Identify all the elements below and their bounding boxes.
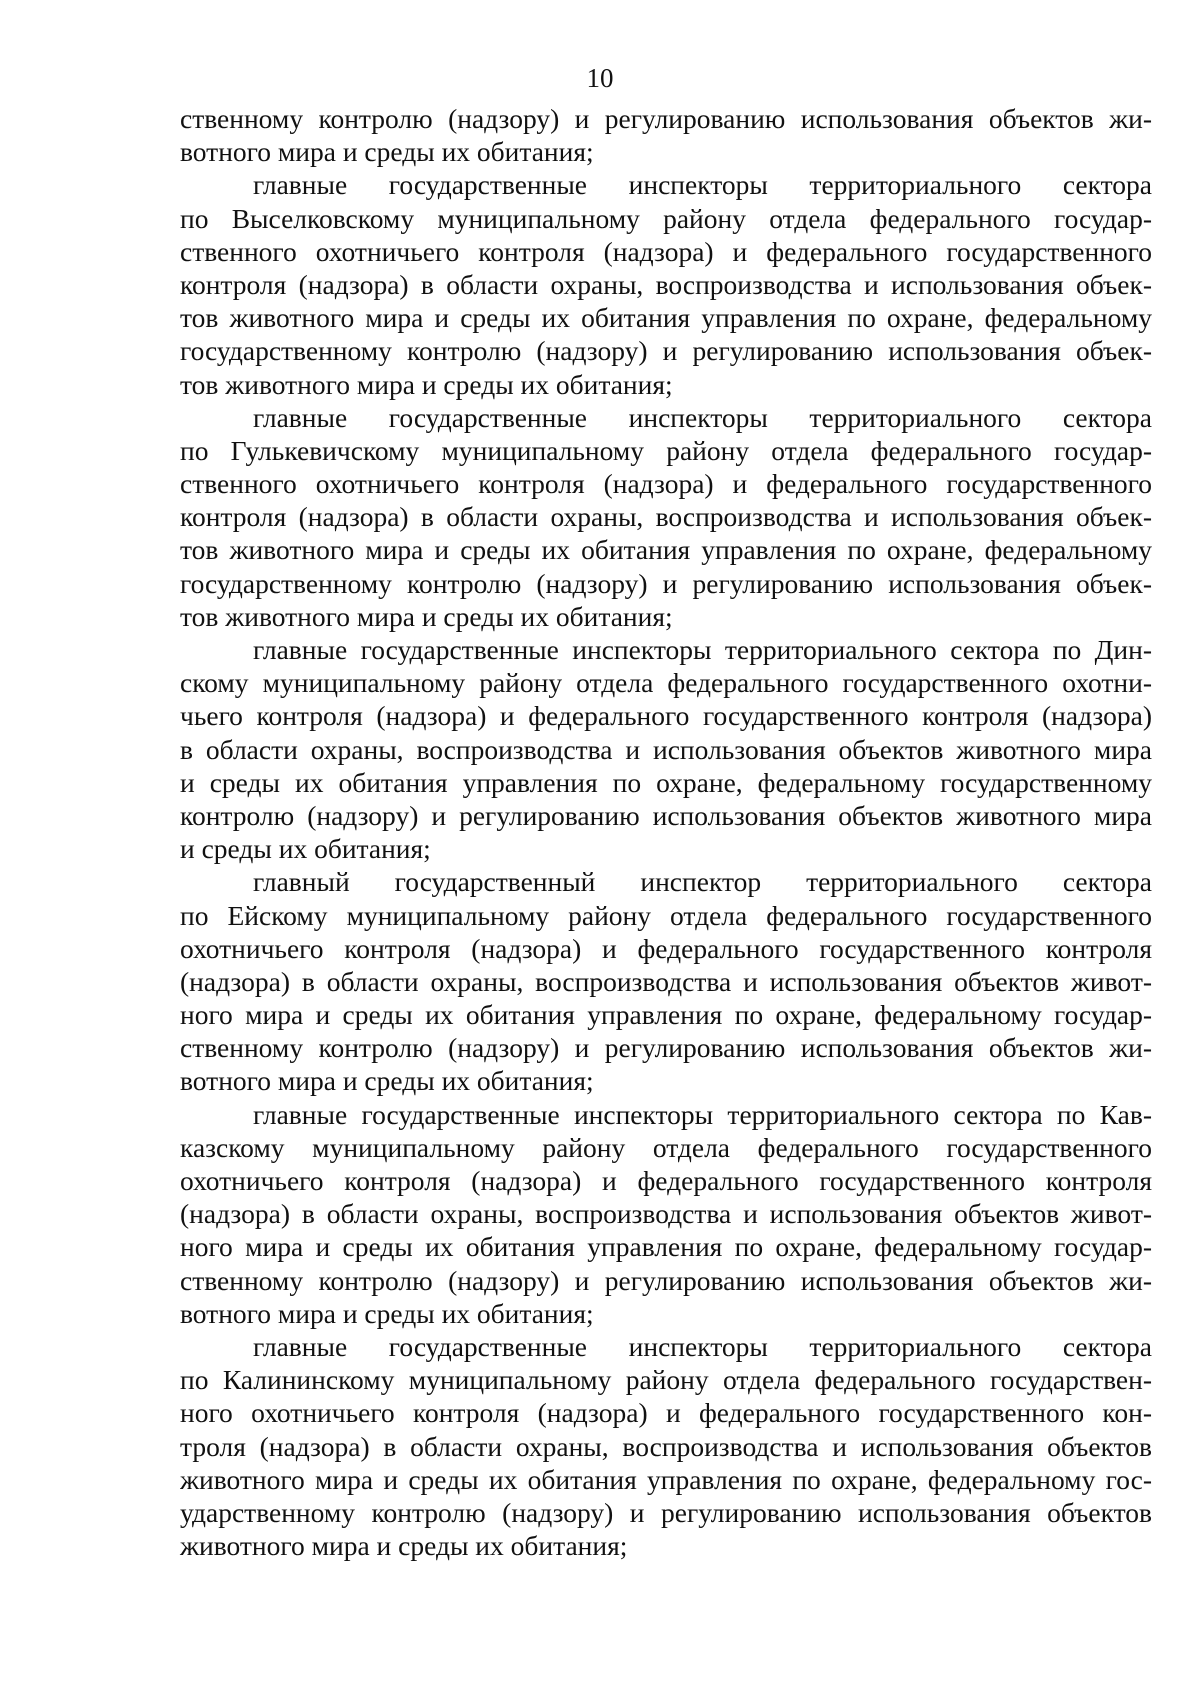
text-line: по Гулькевичскому муниципальному району отдела федерального государ- (180, 434, 1152, 466)
text-line: контролю (надзору) и регулированию использования объектов животного мира (180, 799, 1152, 831)
text-line: (надзора) в области охраны, воспроизводства и использования объектов живот- (180, 965, 1152, 997)
text-line: тов животного мира и среды их обитания управления по охране, федеральному (180, 534, 1152, 566)
text-line: ного мира и среды их обитания управления по охране, федеральному государ- (180, 999, 1152, 1031)
text-line: вотного мира и среды их обитания; (180, 136, 594, 168)
text-line: по Ейскому муниципальному району отдела федерального государственного (180, 899, 1152, 931)
text-line: в области охраны, воспроизводства и использования объектов животного мира (180, 733, 1152, 765)
page-number: 10 (586, 63, 614, 93)
text-line: животного мира и среды их обитания управления по охране, федеральному гос- (180, 1463, 1152, 1495)
text-line: вотного мира и среды их обитания; (180, 1065, 594, 1097)
paragraph-first-line: главные государственные инспекторы территориального сектора по Кав- (253, 1098, 1152, 1130)
text-line: по Выселковскому муниципальному району отдела федерального государ- (180, 202, 1152, 234)
text-line: контроля (надзора) в области охраны, воспроизводства и использования объек- (180, 501, 1152, 533)
paragraph-first-line: главные государственные инспекторы территориального сектора по Дин- (253, 634, 1152, 665)
text-line: тов животного мира и среды их обитания; (180, 600, 673, 632)
text-line: и среды их обитания управления по охране, федеральному государственному (180, 766, 1152, 798)
paragraph-first-line: главные государственные инспекторы территориального сектора (253, 169, 1152, 201)
text-line: государственному контролю (надзору) и регулированию использования объек- (180, 567, 1152, 599)
text-line: ударственному контролю (надзору) и регулированию использования объектов (180, 1496, 1152, 1528)
text-line: вотного мира и среды их обитания; (180, 1297, 594, 1329)
text-line: ственному контролю (надзору) и регулированию использования объектов жи- (180, 103, 1152, 134)
paragraph-first-line: главные государственные инспекторы территориального сектора (253, 401, 1152, 433)
text-line: контроля (надзора) в области охраны, воспроизводства и использования объек- (180, 268, 1152, 300)
text-line: ного охотничьего контроля (надзора) и федерального государственного кон- (180, 1397, 1152, 1429)
text-line: охотничьего контроля (надзора) и федерального государственного контроля (180, 932, 1152, 964)
text-line: (надзора) в области охраны, воспроизводства и использования объектов живот- (180, 1198, 1152, 1230)
text-line: государственному контролю (надзору) и регулированию использования объек- (180, 335, 1152, 367)
text-line: животного мира и среды их обитания; (180, 1530, 628, 1562)
text-line: ственного охотничьего контроля (надзора) и федерального государственного (180, 235, 1152, 267)
text-line: по Калининскому муниципальному району отдела федерального государствен- (180, 1364, 1152, 1396)
text-line: скому муниципальному району отдела федерального государственного охотни- (180, 667, 1152, 699)
text-line: охотничьего контроля (надзора) и федерального государственного контроля (180, 1165, 1152, 1196)
text-line: чьего контроля (надзора) и федерального государственного контроля (надзора) (180, 700, 1152, 732)
document-body (180, 102, 1152, 1562)
text-line: тов животного мира и среды их обитания управления по охране, федеральному (180, 302, 1152, 334)
text-line: ного мира и среды их обитания управления по охране, федеральному государ- (180, 1231, 1152, 1263)
text-line: тов животного мира и среды их обитания; (180, 368, 673, 400)
text-line: ственному контролю (надзору) и регулированию использования объектов жи- (180, 1264, 1152, 1296)
paragraph-first-line: главные государственные инспекторы территориального сектора (253, 1330, 1152, 1362)
paragraph-first-line: главный государственный инспектор территориального сектора (253, 866, 1152, 898)
text-line: и среды их обитания; (180, 833, 431, 865)
text-line: троля (надзора) в области охраны, воспроизводства и использования объектов (180, 1430, 1152, 1462)
text-line: ственного охотничьего контроля (надзора) и федерального государственного (180, 468, 1152, 500)
text-line: ственному контролю (надзору) и регулированию использования объектов жи- (180, 1032, 1152, 1064)
text-line: казскому муниципальному району отдела федерального государственного (180, 1131, 1152, 1163)
